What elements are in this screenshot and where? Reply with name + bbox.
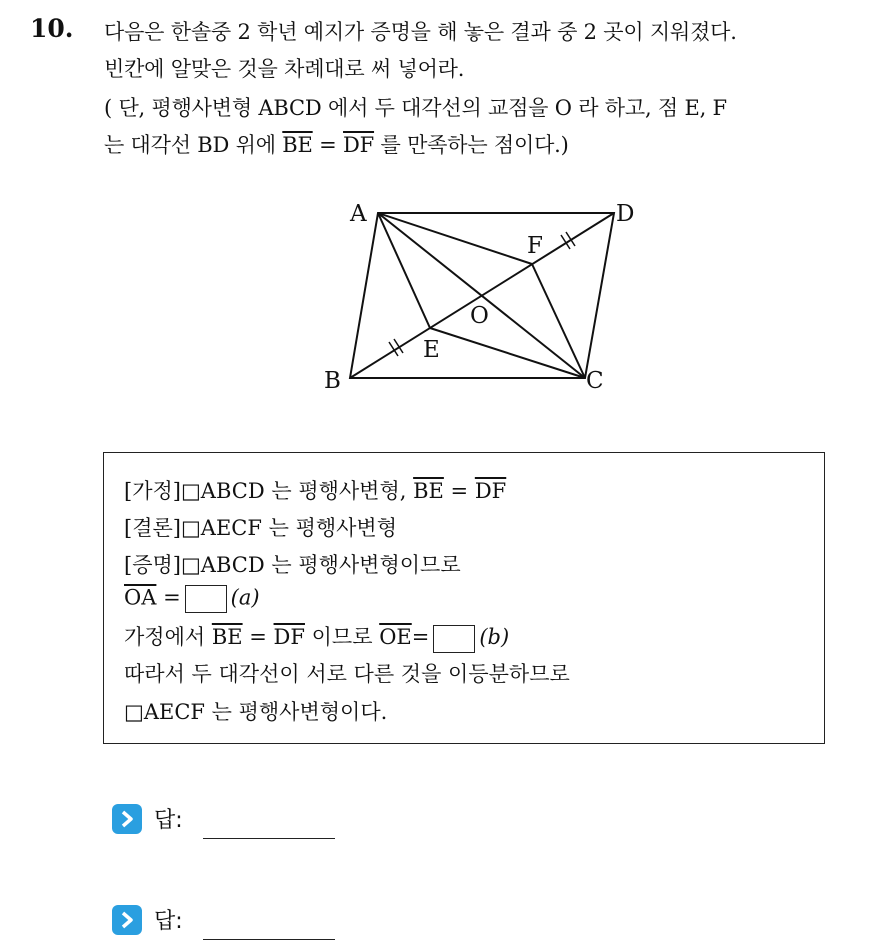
segment-df: $\overline{DF}$ — [343, 133, 375, 157]
equals: = — [312, 133, 344, 157]
tick-marks-df — [561, 232, 575, 249]
blank-a[interactable] — [185, 585, 227, 613]
answer-label: 답: — [154, 808, 183, 833]
point-e-label: E — [423, 337, 440, 363]
condition-text: 는 대각선 BD 위에 — [104, 133, 283, 157]
equals: = — [411, 625, 430, 649]
blank-a-label: (a) — [230, 585, 260, 610]
blank-b[interactable] — [433, 625, 475, 653]
hypothesis-text: [가정]□ABCD 는 평행사변형, — [124, 479, 414, 503]
answer-field-2[interactable] — [203, 915, 335, 940]
question-line-4 — [104, 129, 569, 159]
segment-ae — [378, 213, 430, 328]
vertex-b-label: B — [324, 368, 341, 394]
step-b-mid: 이므로 — [304, 625, 380, 649]
segment-df: $\overline{DF}$ — [273, 625, 305, 649]
equals: = — [242, 625, 274, 649]
question-line-3: ( 단, 평행사변형 ABCD 에서 두 대각선의 교점을 O 라 하고, 점 E, F — [104, 96, 727, 120]
proof-box — [103, 452, 825, 744]
question-number: 10. — [30, 14, 74, 43]
segment-df: $\overline{DF}$ — [474, 479, 507, 503]
equals: = — [156, 585, 181, 610]
proof-step-a — [124, 585, 260, 613]
chevron-right-icon — [112, 804, 142, 834]
segment-oe: $\overline{OE}$ — [379, 625, 412, 649]
parallelogram-figure — [318, 190, 638, 400]
proof-conclusion: [결론]□AECF 는 평행사변형 — [124, 516, 397, 540]
answer-row-1 — [112, 803, 335, 834]
answer-field-1[interactable] — [203, 814, 335, 839]
step-b-text: 가정에서 — [124, 625, 212, 649]
proof-proof-start: [증명]□ABCD 는 평행사변형이므로 — [124, 553, 461, 577]
vertex-c-label: C — [586, 368, 604, 394]
question-line-2: 빈칸에 알맞은 것을 차례대로 써 넣어라. — [104, 57, 465, 81]
segment-af — [378, 213, 532, 264]
segment-ec — [430, 328, 585, 378]
segment-fc — [532, 264, 585, 378]
proof-therefore: 따라서 두 대각선이 서로 다른 것을 이등분하므로 — [124, 662, 570, 686]
chevron-right-icon — [112, 905, 142, 935]
segment-be: $\overline{BE}$ — [211, 625, 243, 649]
segment-be: $\overline{BE}$ — [282, 133, 313, 157]
condition-tail: 를 만족하는 점이다.) — [374, 133, 569, 157]
vertex-a-label: A — [350, 201, 367, 227]
proof-hypothesis — [124, 475, 506, 505]
segment-oa: $\overline{OA}$ — [124, 585, 157, 610]
segment-be: $\overline{BE}$ — [413, 479, 444, 503]
answer-label: 답: — [154, 909, 183, 934]
proof-result: □AECF 는 평행사변형이다. — [124, 700, 388, 724]
equals: = — [443, 479, 475, 503]
point-f-label: F — [527, 233, 543, 259]
proof-step-b — [124, 621, 509, 653]
point-o-label: O — [470, 303, 489, 329]
vertex-d-label: D — [616, 201, 635, 227]
answer-row-2 — [112, 904, 335, 935]
question-line-1: 다음은 한솔중 2 학년 예지가 증명을 해 놓은 결과 중 2 곳이 지워졌다. — [104, 20, 737, 44]
blank-b-label: (b) — [479, 625, 510, 649]
